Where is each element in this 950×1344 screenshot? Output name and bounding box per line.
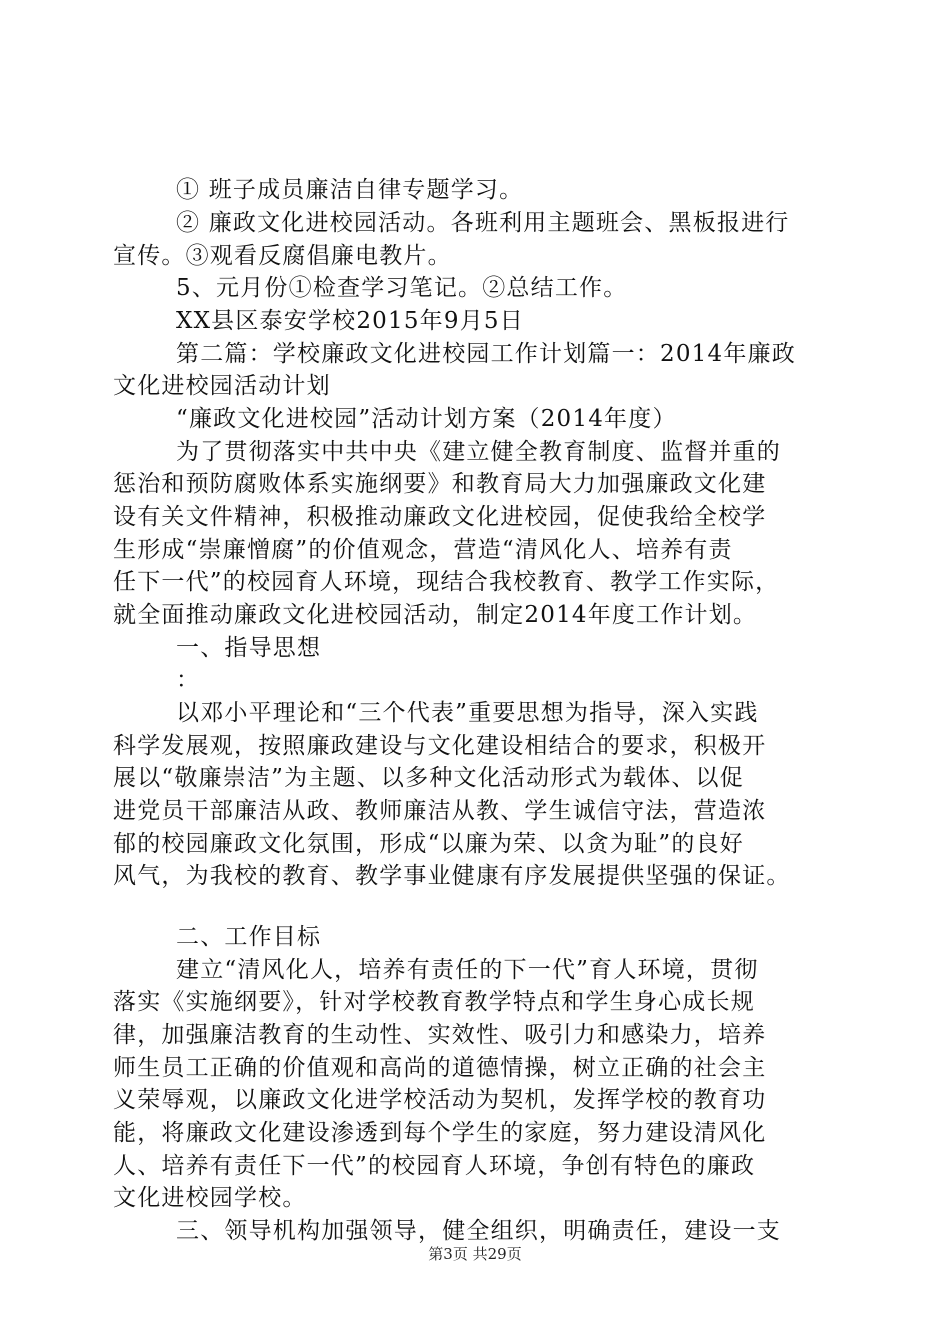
section-heading: 三、领导机构加强领导，健全组织，明确责任，建设一支 bbox=[176, 1218, 781, 1244]
text-line: 第二篇：学校廉政文化进校园工作计划篇一：2014年廉政 bbox=[176, 341, 796, 367]
text-line: 宣传。③观看反腐倡廉电教片。 bbox=[113, 243, 452, 269]
text-line: ② 廉政文化进校园活动。各班利用主题班会、黑板报进行 bbox=[176, 210, 790, 236]
text-line: 展以“敬廉崇洁”为主题、以多种文化活动形式为载体、以促 bbox=[113, 765, 744, 791]
text-line: 义荣辱观，以廉政文化进学校活动为契机，发挥学校的教育功 bbox=[113, 1087, 767, 1113]
text-line: 5、元月份①检查学习笔记。②总结工作。 bbox=[176, 275, 628, 301]
text-line: 郁的校园廉政文化氛围，形成“以廉为荣、以贪为耻”的良好 bbox=[113, 831, 744, 857]
text-line: XX县区泰安学校2015年9月5日 bbox=[176, 308, 524, 334]
text-line: 文化进校园活动计划 bbox=[113, 373, 331, 399]
text-line: “廉政文化进校园”活动计划方案（2014年度） bbox=[176, 406, 677, 432]
text-line: ： bbox=[176, 667, 201, 693]
text-line: 人、培养有责任下一代”的校园育人环境，争创有特色的廉政 bbox=[113, 1153, 756, 1179]
text-line: 任下一代”的校园育人环境，现结合我校教育、教学工作实际， bbox=[113, 569, 780, 595]
section-heading: 一、指导思想 bbox=[176, 635, 322, 661]
text-line: 设有关文件精神，积极推动廉政文化进校园，促使我给全校学 bbox=[113, 504, 767, 530]
text-line: 能，将廉政文化建设渗透到每个学生的家庭，努力建设清风化 bbox=[113, 1120, 767, 1146]
text-line: 落实《实施纲要》，针对学校教育教学特点和学生身心成长规 bbox=[113, 989, 755, 1015]
page-number-footer: 第3页 共29页 bbox=[428, 1245, 522, 1263]
text-line: 为了贯彻落实中共中央《建立健全教育制度、监督并重的 bbox=[176, 439, 781, 465]
text-line: 风气，为我校的教育、教学事业健康有序发展提供坚强的保证。 bbox=[113, 863, 791, 889]
text-line: 科学发展观，按照廉政建设与文化建设相结合的要求，积极开 bbox=[113, 733, 767, 759]
text-line: 以邓小平理论和“三个代表”重要思想为指导，深入实践 bbox=[176, 700, 759, 726]
text-line: 建立“清风化人，培养有责任的下一代”育人环境，贯彻 bbox=[176, 957, 759, 983]
text-line: 文化进校园学校。 bbox=[113, 1185, 307, 1211]
text-line: 律，加强廉洁教育的生动性、实效性、吸引力和感染力，培养 bbox=[113, 1022, 767, 1048]
text-line: 师生员工正确的价值观和高尚的道德情操，树立正确的社会主 bbox=[113, 1055, 767, 1081]
text-line: 就全面推动廉政文化进校园活动，制定2014年度工作计划。 bbox=[113, 602, 758, 628]
text-line: 进党员干部廉洁从政、教师廉洁从教、学生诚信守法，营造浓 bbox=[113, 798, 767, 824]
text-line: 惩治和预防腐败体系实施纲要》和教育局大力加强廉政文化建 bbox=[113, 471, 767, 497]
text-line: ① 班子成员廉洁自律专题学习。 bbox=[176, 177, 524, 203]
section-heading: 二、工作目标 bbox=[176, 924, 322, 950]
text-line: 生形成“崇廉憎腐”的价值观念，营造“清风化人、培养有责 bbox=[113, 537, 733, 563]
